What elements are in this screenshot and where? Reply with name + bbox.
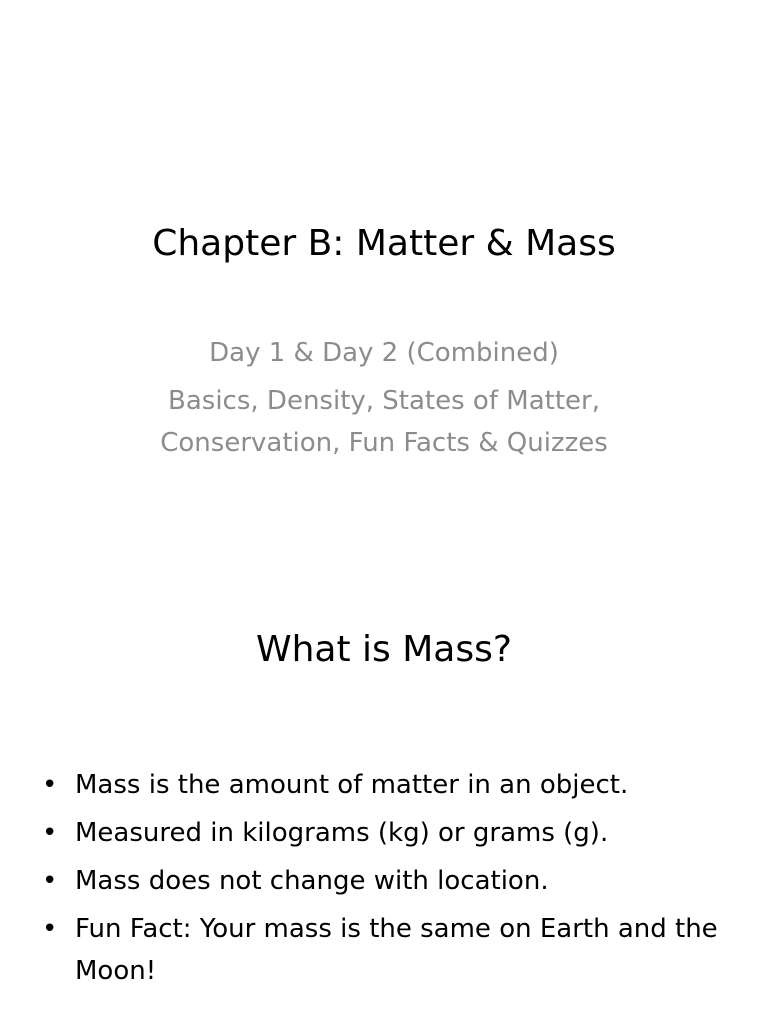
content-slide — [0, 512, 768, 1024]
bullet-text: Fun Fact: Your mass is the same on Earth and the Moon! — [75, 914, 718, 986]
subtitle-line-1: Day 1 & Day 2 (Combined) — [209, 338, 559, 368]
slide-subtitle — [0, 334, 768, 464]
bullet-text: Mass does not change with location. — [75, 866, 549, 896]
bullet-item — [40, 812, 720, 854]
bullet-item — [40, 908, 720, 992]
bullet-text: Mass is the amount of matter in an object. — [75, 770, 629, 800]
bullet-item — [40, 860, 720, 902]
bullet-text: Measured in kilograms (kg) or grams (g). — [75, 818, 609, 848]
bullet-dot-icon: • — [42, 866, 58, 896]
bullet-dot-icon: • — [42, 770, 58, 800]
slide-title: What is Mass? — [256, 629, 512, 670]
subtitle-line-2: Basics, Density, States of Matter, Conservation, Fun Facts & Quizzes — [160, 386, 608, 458]
bullet-list — [40, 764, 720, 998]
bullet-item — [40, 764, 720, 806]
slide-title: Chapter B: Matter & Mass — [152, 223, 616, 264]
bullet-dot-icon: • — [42, 914, 58, 944]
bullet-dot-icon: • — [42, 818, 58, 848]
